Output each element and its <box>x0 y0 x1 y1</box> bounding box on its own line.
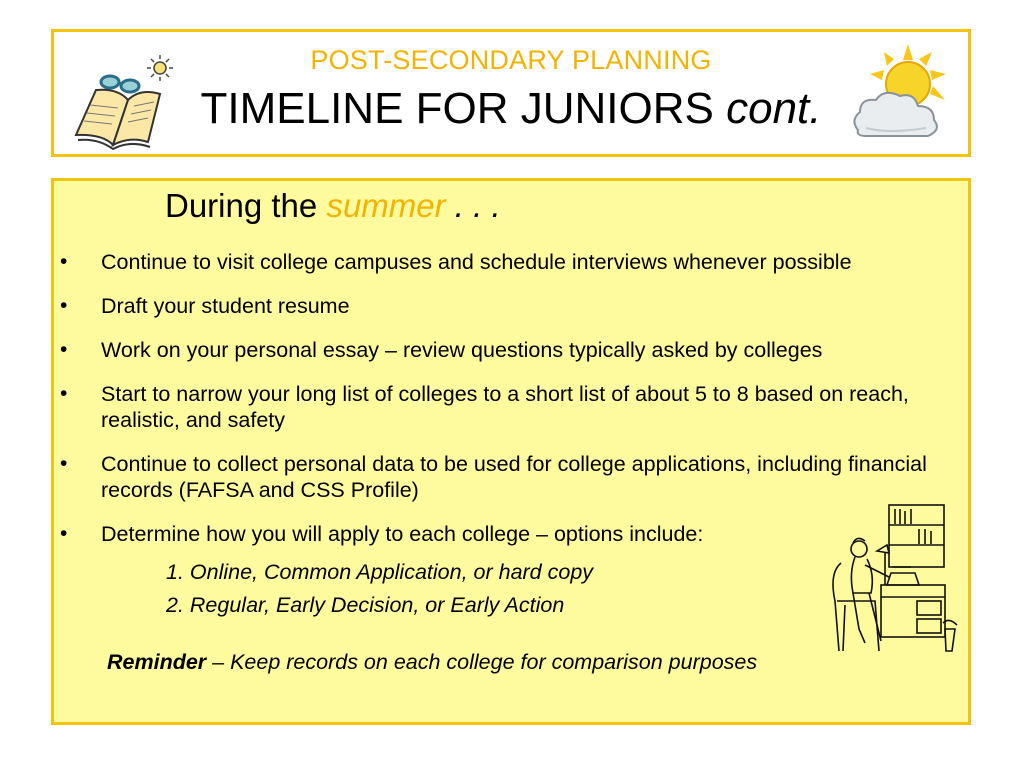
reminder-label: Reminder <box>107 650 207 674</box>
desk-illustration <box>819 501 959 656</box>
reminder <box>107 650 757 675</box>
title-main: TIMELINE FOR JUNIORS <box>200 84 727 133</box>
option-item: 2. Regular, Early Decision, or Early Action <box>166 593 565 617</box>
title-box <box>51 29 971 157</box>
slide-subtitle: POST-SECONDARY PLANNING <box>310 45 712 75</box>
option-item: 1. Online, Common Application, or hard copy <box>166 560 594 584</box>
options-list <box>166 556 593 622</box>
slide-title <box>54 84 968 134</box>
cloud-sun-icon <box>848 42 948 150</box>
list-item: • Start to narrow your long list of colleges to a short list of about 5 to 8 based on reach, realistic, and safety <box>54 381 964 433</box>
list-item: • Continue to collect personal data to be used for college applications, including financial records (FAFSA and CSS Profile) <box>54 451 964 503</box>
list-item: • Work on your personal essay – review questions typically asked by colleges <box>54 337 964 363</box>
lead-suffix: . . . <box>445 187 501 224</box>
lead-prefix: During the <box>165 187 327 224</box>
lead-season: summer <box>326 187 446 224</box>
list-item: • Draft your student resume <box>54 293 964 319</box>
title-italic: cont. <box>726 84 822 133</box>
reminder-text: – Keep records on each college for comparison purposes <box>206 650 758 674</box>
lead-heading <box>165 187 501 225</box>
list-item: • Continue to visit college campuses and schedule interviews whenever possible <box>54 249 964 275</box>
content-box <box>51 178 971 725</box>
list-item: • Determine how you will apply to each college – options include: <box>54 521 964 547</box>
